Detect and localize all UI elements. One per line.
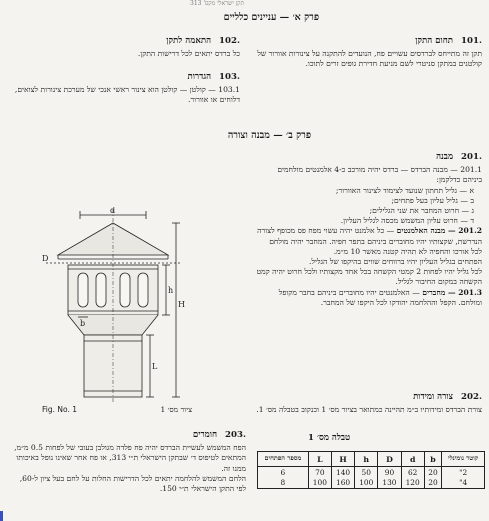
figure-caption-en: Fig. No. 1 (42, 405, 77, 414)
cell-d (401, 467, 424, 489)
dim-label-H: H (178, 300, 185, 309)
section-201-2-lead: 201.2 — מבנה האלמנטים (396, 226, 482, 236)
section-102-body: כל ברדס יתאים לכל דרישות התקן. (137, 49, 240, 59)
section-201-item-b: ב — גליל עליון בעל פתחים; (391, 195, 474, 205)
section-201-title: מבנה (436, 152, 454, 162)
cell-L (308, 467, 331, 489)
table-header-row (258, 452, 485, 467)
section-201-heading (256, 152, 482, 162)
cell-D (378, 467, 401, 489)
cell-L-1: 70 (315, 468, 325, 477)
section-203-number: .203 (225, 430, 246, 440)
cell-h (355, 467, 378, 489)
running-header: תקן ישראלי מקס' 313 (190, 0, 245, 7)
section-102 (14, 36, 240, 59)
section-203-heading (14, 430, 246, 440)
section-203-p2: הלחם המשמש להלחמה יתאים לכל הדרישות החלות על לחם בעל ציון ל-60, לפי התקן הישראלי ת״י 150. (19, 473, 246, 494)
scan-edge-mark (0, 511, 3, 521)
hood-drawing (38, 207, 188, 407)
section-201-p4: לכל גליל יהיו לפחות 2 קמטי הקשחה בכל אחד מקצותיו ולכל חרוט יהיה קמט הקשחה במקום החיבור לגליל. (256, 267, 482, 287)
part-b-title: פרק ב׳ — מבנה וצורה (227, 130, 311, 141)
dim-label-L: L (152, 362, 158, 371)
dim-label-d: d (110, 207, 116, 215)
col-d: d (401, 452, 424, 467)
section-201-3-lead: 201.3 — מחברים (422, 287, 482, 297)
section-202-body: צורת הברדס ומידותיו ב״מ תהיינה כמתואר בציור מס׳ 1 וכנקוב בטבלה מס׳ 1. (256, 405, 482, 415)
section-101-heading (256, 36, 482, 46)
figure-caption (42, 405, 192, 414)
cell-L-2: 100 (312, 477, 327, 487)
figure-caption-he: ציור מס׳ 1 (160, 405, 192, 414)
dimensions-table (257, 451, 485, 489)
section-102-number: .102 (219, 36, 240, 46)
dim-label-D: D (42, 254, 49, 263)
cell-D-2: 130 (382, 477, 397, 487)
cell-h-1: 50 (361, 468, 371, 477)
section-201-p1: 201.1 — מבנה הברדס — ברדס יהיה מורכב כ-4 אלמנטים מולחמים ביניהם כדלקמן: (277, 165, 482, 185)
cell-D-1: 90 (384, 468, 395, 477)
section-201-number: .201 (461, 152, 482, 162)
section-101-number: .101 (461, 36, 482, 46)
section-101 (256, 36, 482, 70)
col-L: L (308, 452, 331, 467)
section-201-item-d: ד — חרוט עליון המשמש מכסה לגליל העליון. (340, 216, 474, 226)
part-a-title: פרק א׳ — עניינים כלליים (223, 12, 319, 23)
col-h: h (355, 452, 378, 467)
section-201-3-body: — האלמנטים יהיו מחוברים ביניהם בחבר מקופל ומולחם. הקפל וההלחמה יהודקו לכל היקפו של המחבר. (278, 287, 482, 307)
cell-d-1: 62 (407, 468, 418, 477)
section-102-heading (14, 36, 240, 46)
section-202 (256, 392, 482, 415)
cell-nominal-4in: 4" (459, 477, 468, 487)
table-title: טבלה מס׳ 1 (308, 433, 351, 443)
section-103-title: הגדרות (187, 72, 212, 82)
dim-label-h: h (168, 286, 174, 295)
col-H: H (331, 452, 354, 467)
section-103-number: .103 (219, 72, 240, 82)
dim-label-b: b (80, 319, 86, 328)
section-201-2-body: — כל אלמנט יהיה עשוי מפח פס מכופף לצורה הנדרשת, שקצותיו יהיו מחוברים ביניהם בתפר חפיה. המחבר יהיה מולחם לכל אורכו והחפיה לא תהיה קטנה מאשר 10 מ״מ. (257, 226, 482, 256)
section-103-body: 103.1 — קולטן — קולטן הוא צינור ראשי אנכי של מערכת צינורות לצואים, דלוחים או אוורור. (14, 85, 240, 105)
hood-figure (38, 207, 188, 417)
section-201-item-c: ג — חרוט המחבר את שני הגלילים; (369, 206, 474, 216)
section-102-title: התאמה לתקן (166, 36, 212, 46)
cell-H-2: 160 (336, 477, 351, 487)
cell-openings (258, 467, 309, 489)
col-b: b (424, 452, 441, 467)
cell-b-1: 20 (428, 468, 438, 477)
section-103-heading (14, 72, 240, 82)
cell-d-2: 120 (405, 477, 420, 487)
cell-nominal (442, 467, 485, 489)
cell-b-2: 20 (428, 477, 438, 487)
section-201-p3: הפתחים בגליל העליון יהיו ברווחים שווים בהיקפו של הגליל. (309, 257, 482, 267)
section-203-p1: הפח המשמש לעשיית הברדס יהיה פח פלדה מגולבן בעובי של לפחות 0.5 מ״מ, המתאים לטיפוס ד׳ שבתקן הישראלי ת״י 313, או פח אחר שאינו נופל באיכותו ממנו זה. (14, 443, 246, 473)
section-203 (14, 430, 246, 494)
cell-H-1: 140 (336, 468, 351, 477)
section-202-heading (256, 392, 482, 402)
col-openings: מספר הפתחים (258, 452, 309, 467)
col-D: D (378, 452, 401, 467)
col-nominal: קוטר נומינלי (442, 452, 485, 467)
section-201 (256, 152, 482, 308)
section-101-title: תחום התקן (415, 36, 454, 46)
cell-b (424, 467, 441, 489)
table-row (258, 467, 485, 489)
section-201-item-a: א — גליל תחתון שנועד לצימוד לצינור האוורור; (335, 185, 474, 195)
cell-nominal-2in: 2" (459, 468, 468, 477)
section-202-title: צורה ומידות (413, 392, 454, 402)
section-203-title: חומרים (192, 430, 218, 440)
cell-openings-2: 8 (280, 477, 286, 487)
section-101-body: תקן זה מתייחס לברדסים עשויים פח, הנועדים להתקנה על צינורות אוורור של קולטנים במתקן סניטרי לשם מניעת חדירת גופים זרים לתוכו. (257, 49, 482, 69)
section-103 (14, 72, 240, 106)
cell-h-2: 100 (359, 477, 374, 487)
cell-openings-1: 6 (280, 468, 286, 477)
section-202-number: .202 (461, 392, 482, 402)
cell-H (331, 467, 354, 489)
